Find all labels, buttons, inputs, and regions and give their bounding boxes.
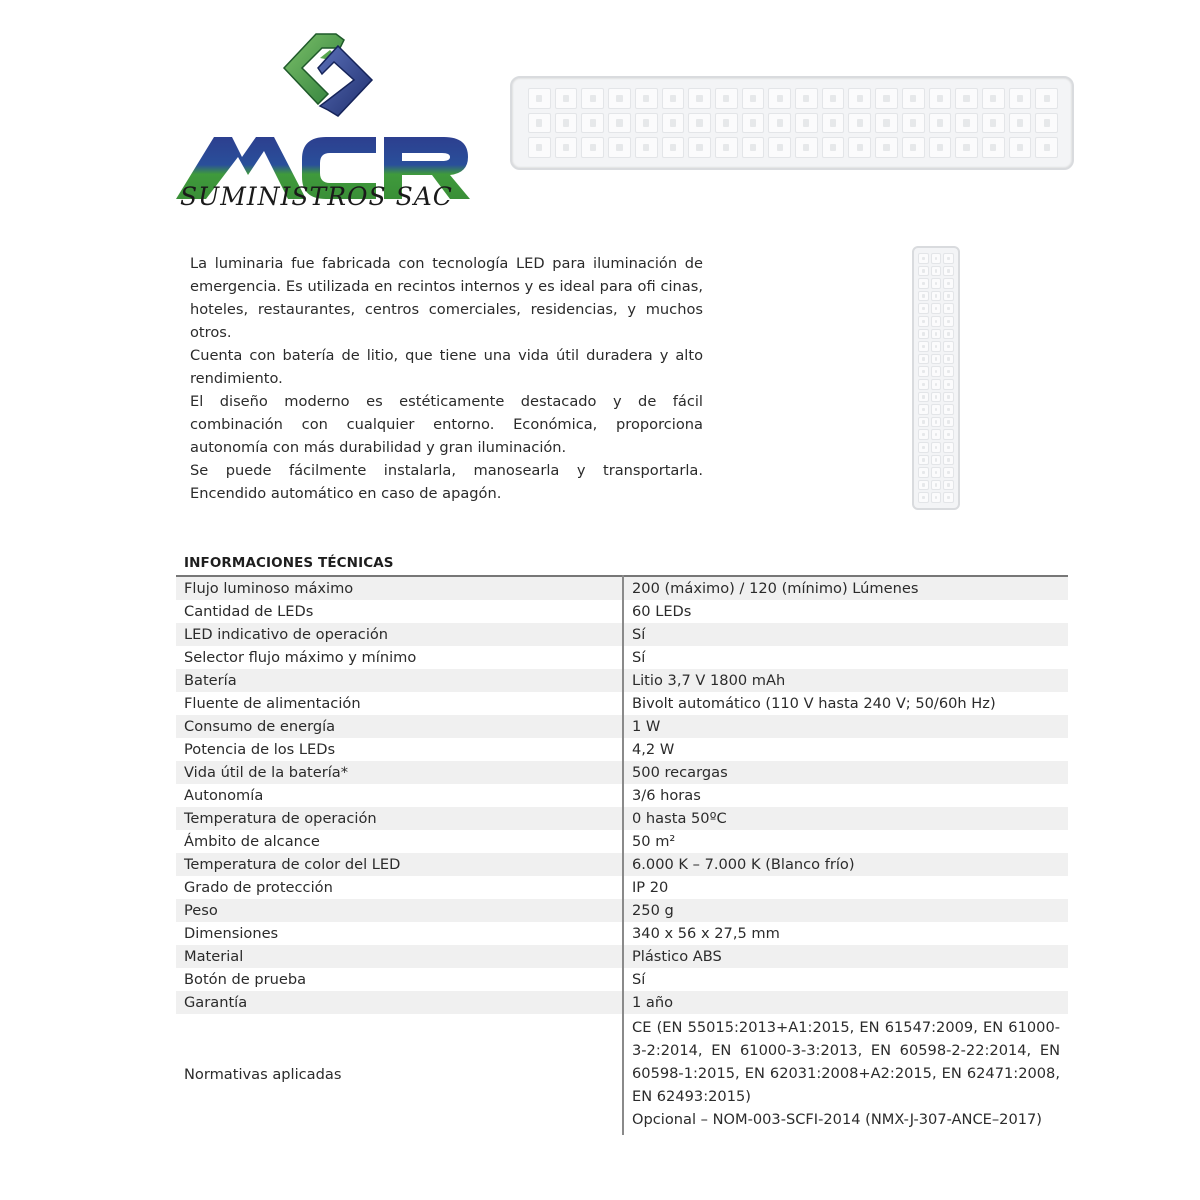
led-cell bbox=[918, 429, 929, 440]
led-cell bbox=[955, 137, 978, 158]
led-cell bbox=[931, 278, 942, 289]
table-row bbox=[176, 738, 1068, 761]
spec-label: Garantía bbox=[176, 991, 623, 1014]
spec-label: Cantidad de LEDs bbox=[176, 600, 623, 623]
led-cell bbox=[715, 113, 738, 134]
led-cell bbox=[943, 341, 954, 352]
led-cell bbox=[1035, 88, 1058, 109]
spec-value: 340 x 56 x 27,5 mm bbox=[623, 922, 1068, 945]
led-cell bbox=[918, 303, 929, 314]
led-cell bbox=[555, 88, 578, 109]
led-cell bbox=[742, 88, 765, 109]
led-cell bbox=[982, 113, 1005, 134]
led-cell bbox=[918, 329, 929, 340]
led-cell bbox=[1009, 113, 1032, 134]
description-paragraph: Se puede fácilmente instalarla, manosearla y transportarla. Encendido automático en caso de apagón. bbox=[190, 462, 703, 502]
table-row bbox=[176, 692, 1068, 715]
led-cell bbox=[931, 266, 942, 277]
table-row bbox=[176, 600, 1068, 623]
led-cell bbox=[918, 392, 929, 403]
specs-title: INFORMACIONES TÉCNICAS bbox=[184, 555, 394, 571]
led-cell bbox=[742, 137, 765, 158]
led-cell bbox=[918, 316, 929, 327]
specs-table bbox=[176, 575, 1068, 1135]
led-cell bbox=[1035, 113, 1058, 134]
spec-label: Temperatura de operación bbox=[176, 807, 623, 830]
led-cell bbox=[943, 379, 954, 390]
led-cell bbox=[848, 137, 871, 158]
led-cell bbox=[931, 417, 942, 428]
led-cell bbox=[715, 137, 738, 158]
description-paragraph: El diseño moderno es estéticamente destacado y de fácil combinación con cualquier entorno. Económica, proporciona autonomía con más durabilidad y gran iluminación. bbox=[190, 393, 703, 456]
led-cell bbox=[943, 417, 954, 428]
led-cell bbox=[875, 137, 898, 158]
led-cell bbox=[943, 354, 954, 365]
led-cell bbox=[918, 291, 929, 302]
led-cell bbox=[931, 253, 942, 264]
led-cell bbox=[688, 113, 711, 134]
table-row bbox=[176, 646, 1068, 669]
table-row bbox=[176, 968, 1068, 991]
led-cell bbox=[768, 88, 791, 109]
led-cell bbox=[931, 442, 942, 453]
led-cell bbox=[822, 137, 845, 158]
led-cell bbox=[581, 88, 604, 109]
led-cell bbox=[918, 404, 929, 415]
led-cell bbox=[918, 455, 929, 466]
led-cell bbox=[943, 266, 954, 277]
led-cell bbox=[581, 113, 604, 134]
spec-label: Grado de protección bbox=[176, 876, 623, 899]
spec-label: Batería bbox=[176, 669, 623, 692]
led-cell bbox=[943, 392, 954, 403]
led-cell bbox=[943, 316, 954, 327]
led-cell bbox=[688, 88, 711, 109]
spec-label: Vida útil de la batería* bbox=[176, 761, 623, 784]
led-cell bbox=[929, 137, 952, 158]
led-cell bbox=[943, 492, 954, 503]
led-cell bbox=[931, 366, 942, 377]
led-cell bbox=[768, 137, 791, 158]
led-cell bbox=[635, 113, 658, 134]
led-cell bbox=[918, 467, 929, 478]
led-cell bbox=[822, 113, 845, 134]
spec-label: Selector flujo máximo y mínimo bbox=[176, 646, 623, 669]
table-row bbox=[176, 922, 1068, 945]
spec-value: Bivolt automático (110 V hasta 240 V; 50/60h Hz) bbox=[623, 692, 1068, 715]
led-cell bbox=[608, 113, 631, 134]
led-cell bbox=[931, 291, 942, 302]
led-cell bbox=[943, 467, 954, 478]
led-cell bbox=[929, 113, 952, 134]
led-cell bbox=[528, 88, 551, 109]
company-subtitle: SUMINISTROS SAC bbox=[180, 182, 453, 211]
led-cell bbox=[848, 88, 871, 109]
spec-value: Sí bbox=[623, 646, 1068, 669]
led-cell bbox=[715, 88, 738, 109]
table-row bbox=[176, 623, 1068, 646]
led-cell bbox=[795, 88, 818, 109]
normativas-ce: CE (EN 55015:2013+A1:2015, EN 61547:2009, EN 61000-3-2:2014, EN 61000-3-3:2013, EN 60598-2-22:2014, EN 60598-1:2015, EN 62031:2008+A2:2015, EN 62471:2008, EN 62493:2015) bbox=[632, 1019, 1060, 1105]
led-cell bbox=[955, 113, 978, 134]
spec-value: 200 (máximo) / 120 (mínimo) Lúmenes bbox=[623, 576, 1068, 600]
led-cell bbox=[635, 137, 658, 158]
led-cell bbox=[918, 354, 929, 365]
table-row bbox=[176, 853, 1068, 876]
led-cell bbox=[1009, 88, 1032, 109]
led-cell bbox=[931, 429, 942, 440]
led-cell bbox=[902, 137, 925, 158]
led-cell bbox=[931, 455, 942, 466]
spec-label: Botón de prueba bbox=[176, 968, 623, 991]
table-row bbox=[176, 899, 1068, 922]
company-logo bbox=[172, 30, 472, 220]
table-row bbox=[176, 669, 1068, 692]
spec-value: Plástico ABS bbox=[623, 945, 1068, 968]
led-cell bbox=[955, 88, 978, 109]
led-cell bbox=[931, 480, 942, 491]
table-row bbox=[176, 576, 1068, 600]
led-cell bbox=[822, 88, 845, 109]
led-cell bbox=[943, 303, 954, 314]
led-cell bbox=[943, 429, 954, 440]
spec-value: 250 g bbox=[623, 899, 1068, 922]
led-cell bbox=[662, 88, 685, 109]
table-row bbox=[176, 784, 1068, 807]
table-row bbox=[176, 715, 1068, 738]
led-cell bbox=[918, 278, 929, 289]
spec-value: Litio 3,7 V 1800 mAh bbox=[623, 669, 1068, 692]
led-cell bbox=[688, 137, 711, 158]
table-row bbox=[176, 807, 1068, 830]
led-cell bbox=[1009, 137, 1032, 158]
led-cell bbox=[931, 467, 942, 478]
led-cell bbox=[608, 137, 631, 158]
led-cell bbox=[943, 253, 954, 264]
spec-label: Fluente de alimentación bbox=[176, 692, 623, 715]
led-cell bbox=[931, 303, 942, 314]
led-cell bbox=[768, 113, 791, 134]
spec-label: Normativas aplicadas bbox=[176, 1014, 623, 1135]
description-paragraph: La luminaria fue fabricada con tecnología LED para iluminación de emergencia. Es utilizada en recintos internos y es ideal para ofi cinas, hoteles, restaurantes, centros comerciales, residencias, y muchos otros. bbox=[190, 255, 703, 341]
led-cell bbox=[902, 113, 925, 134]
spec-label: Temperatura de color del LED bbox=[176, 853, 623, 876]
led-cell bbox=[931, 329, 942, 340]
led-cell bbox=[943, 329, 954, 340]
spec-label: Consumo de energía bbox=[176, 715, 623, 738]
spec-value: 1 W bbox=[623, 715, 1068, 738]
normativas-opcional: Opcional – NOM-003-SCFI-2014 (NMX-J-307-ANCE–2017) bbox=[632, 1111, 1042, 1128]
led-cell bbox=[918, 379, 929, 390]
product-image-horizontal bbox=[510, 76, 1074, 170]
led-cell bbox=[555, 113, 578, 134]
led-cell bbox=[528, 113, 551, 134]
led-cell bbox=[931, 379, 942, 390]
led-cell bbox=[982, 88, 1005, 109]
led-cell bbox=[662, 113, 685, 134]
spec-value: 50 m² bbox=[623, 830, 1068, 853]
spec-value: Sí bbox=[623, 968, 1068, 991]
led-cell bbox=[555, 137, 578, 158]
description-paragraph: Cuenta con batería de litio, que tiene una vida útil duradera y alto rendimiento. bbox=[190, 347, 703, 387]
led-cell bbox=[943, 442, 954, 453]
spec-value: 4,2 W bbox=[623, 738, 1068, 761]
led-cell bbox=[918, 341, 929, 352]
table-row bbox=[176, 945, 1068, 968]
product-description bbox=[190, 252, 703, 505]
spec-value: 0 hasta 50ºC bbox=[623, 807, 1068, 830]
led-cell bbox=[982, 137, 1005, 158]
spec-value: 500 recargas bbox=[623, 761, 1068, 784]
spec-value: 6.000 K – 7.000 K (Blanco frío) bbox=[623, 853, 1068, 876]
led-cell bbox=[795, 137, 818, 158]
led-cell bbox=[931, 392, 942, 403]
led-cell bbox=[943, 480, 954, 491]
spec-value: IP 20 bbox=[623, 876, 1068, 899]
led-cell bbox=[875, 88, 898, 109]
spec-value: 1 año bbox=[623, 991, 1068, 1014]
led-cell bbox=[918, 366, 929, 377]
led-cell bbox=[918, 492, 929, 503]
table-row bbox=[176, 830, 1068, 853]
spec-label: Autonomía bbox=[176, 784, 623, 807]
product-image-vertical bbox=[912, 246, 960, 510]
spec-label: Potencia de los LEDs bbox=[176, 738, 623, 761]
spec-label: Dimensiones bbox=[176, 922, 623, 945]
led-cell bbox=[943, 404, 954, 415]
led-cell bbox=[943, 278, 954, 289]
led-cell bbox=[931, 492, 942, 503]
table-row-normativas bbox=[176, 1014, 1068, 1135]
spec-value: 60 LEDs bbox=[623, 600, 1068, 623]
led-cell bbox=[931, 316, 942, 327]
spec-value: Sí bbox=[623, 623, 1068, 646]
led-cell bbox=[528, 137, 551, 158]
led-cell bbox=[848, 113, 871, 134]
led-cell bbox=[943, 366, 954, 377]
spec-value bbox=[623, 1014, 1068, 1135]
led-cell bbox=[929, 88, 952, 109]
led-cell bbox=[1035, 137, 1058, 158]
led-cell bbox=[918, 266, 929, 277]
table-row bbox=[176, 761, 1068, 784]
led-cell bbox=[581, 137, 604, 158]
led-cell bbox=[902, 88, 925, 109]
led-cell bbox=[918, 417, 929, 428]
led-cell bbox=[662, 137, 685, 158]
led-cell bbox=[635, 88, 658, 109]
led-cell bbox=[742, 113, 765, 134]
led-cell bbox=[943, 455, 954, 466]
led-cell bbox=[795, 113, 818, 134]
led-cell bbox=[918, 480, 929, 491]
led-cell bbox=[931, 404, 942, 415]
led-cell bbox=[875, 113, 898, 134]
spec-label: Ámbito de alcance bbox=[176, 830, 623, 853]
led-cell bbox=[931, 354, 942, 365]
spec-label: Peso bbox=[176, 899, 623, 922]
spec-label: LED indicativo de operación bbox=[176, 623, 623, 646]
led-cell bbox=[918, 442, 929, 453]
led-cell bbox=[918, 253, 929, 264]
led-cell bbox=[931, 341, 942, 352]
led-cell bbox=[943, 291, 954, 302]
spec-label: Flujo luminoso máximo bbox=[176, 576, 623, 600]
table-row bbox=[176, 876, 1068, 899]
spec-value: 3/6 horas bbox=[623, 784, 1068, 807]
spec-label: Material bbox=[176, 945, 623, 968]
table-row bbox=[176, 991, 1068, 1014]
led-cell bbox=[608, 88, 631, 109]
logo-mark-icon bbox=[278, 30, 378, 120]
